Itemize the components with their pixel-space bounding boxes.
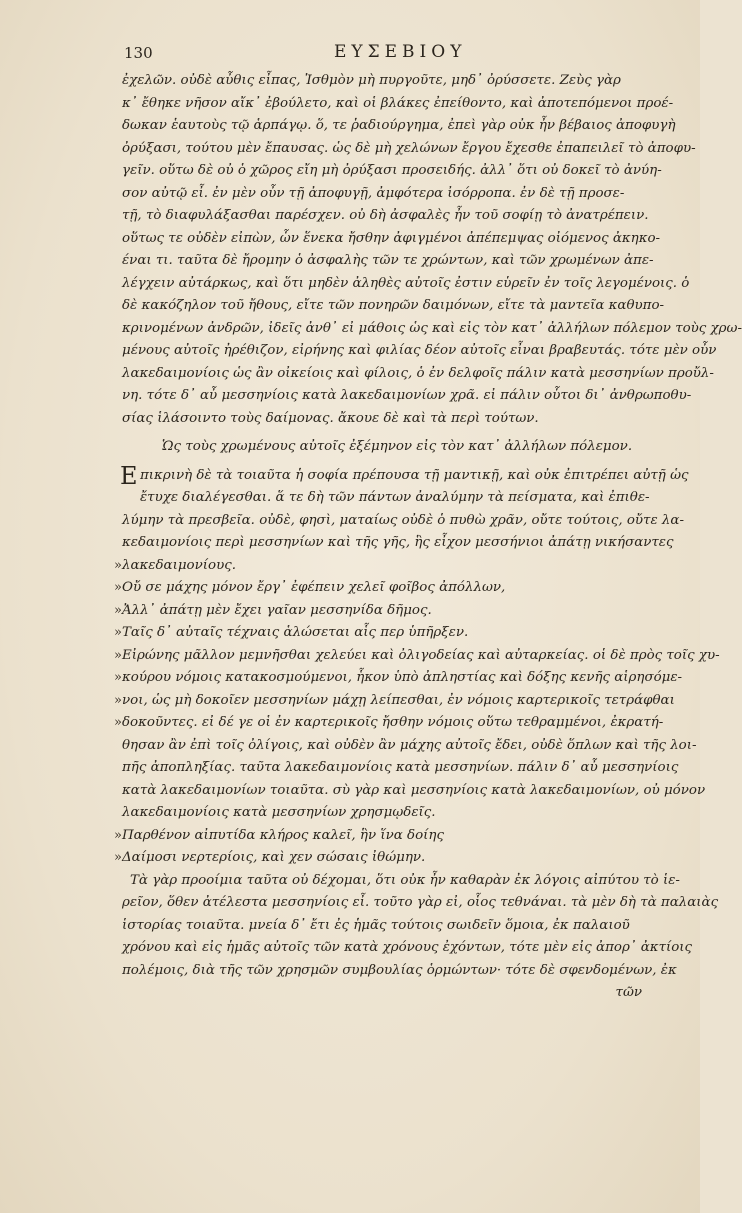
text-line <box>122 780 706 803</box>
quotation-mark: » <box>114 692 122 708</box>
verse-block <box>114 555 642 645</box>
line-text: πῆς ἀποπληξίας. ταῦτα λακεδαιμονίοις κατὰ μεσσηνίων. πάλιν δ᾽ αὖ μεσσηνίοις <box>122 760 679 775</box>
text-line: νη. τότε δ᾽ αὖ μεσσηνίοις κατὰ λακεδαιμονίων χρᾶ. εἰ πάλιν οὗτοι δι᾽ ἀνθρωποθυ- <box>122 388 692 403</box>
paragraph-1 <box>122 70 742 430</box>
paragraph-3 <box>114 645 720 870</box>
text-line: γεῖν. οὕτω δὲ οὐ ὁ χῶρος εἴη μὴ ὀρύξασι προσειδής. ἀλλ᾽ ὅτι οὐ δοκεῖ τὸ ἀνύη- <box>122 163 662 178</box>
text-line: ἔτυχε διαλέγεσθαι. ἅ τε δὴ τῶν πάντων ἀναλύμην τὰ πείσματα, καὶ ἐπιθε- <box>140 490 650 505</box>
verse-line <box>114 577 642 600</box>
text-line: λύμην τὰ πρεσβεῖα. οὐδὲ, φησὶ, ματαίως οὐδὲ ὁ πυθὼ χρᾶν, οὔτε τούτοις, οὔτε λα- <box>122 512 684 528</box>
page-header <box>0 42 700 66</box>
verse-text: Ταῖς δ᾽ αὐταῖς τέχναις ἁλώσεται αἷς περ ὑπῆρξεν. <box>122 625 469 640</box>
text-line: κ᾽ ἔθηκε νῆσον αἴκ᾽ ἐβούλετο, καὶ οἱ βλάκες ἐπείθοντο, καὶ ἀποτεπόμενοι προέ- <box>122 95 674 111</box>
text-line <box>122 802 642 825</box>
text-line <box>114 645 720 668</box>
text-line <box>114 667 683 690</box>
text-line: κεδαιμονίοις περὶ μεσσηνίων καὶ τῆς γῆς, ἣς εἶχον μεσσήνιοι ἀπάτῃ νικήσαντες <box>122 535 674 550</box>
text-line: πολέμοις, διὰ τῆς τῶν χρησμῶν συμβουλίας ὁρμώντων· τότε δὲ σφενδομένων, ἐκ <box>122 962 677 978</box>
text-line <box>122 735 697 758</box>
catchword: τῶν <box>615 985 642 1000</box>
verse-line <box>114 555 642 578</box>
text-line: Τὰ γὰρ προοίμια ταῦτα οὐ δέχομαι, ὅτι οὐκ ἦν καθαρὰν ἐκ λόγοις αἰπύτου τὸ ἱε- <box>130 872 680 888</box>
text-line: δωκαν ἑαυτοὺς τῷ ἁρπάγῳ. ὅ, τε ῥαδιούργημα, ἐπεὶ γὰρ οὐκ ἦν βέβαιος ἀποφυγὴ <box>122 118 676 133</box>
section-subheading: Ὡς τοὺς χρωμένους αὐτοῖς ἐξέμηνον εἰς τὸν κατ᾽ ἀλλήλων πόλεμον. <box>161 439 633 454</box>
quotation-mark: » <box>114 625 122 640</box>
verse-text: λακεδαιμονίους. <box>122 557 236 573</box>
line-text: νοι, ὡς μὴ δοκοῖεν μεσσηνίων μάχῃ λείπεσθαι, ἐν νόμοις καρτερικοῖς τετράφθαι <box>122 692 675 708</box>
text-line: χρόνου καὶ εἰς ἡμᾶς αὐτοῖς τῶν κατὰ χρόνους ἐχόντων, τότε μὲν εἰς ἀπορ᾽ ἀκτίοις <box>122 940 693 955</box>
text-line: ἐχελῶν. οὐδὲ αὖθις εἶπας, Ἰσθμὸν μὴ πυργοῦτε, μηδ᾽ ὀρύσσετε. Ζεὺς γὰρ <box>122 73 621 88</box>
text-line: λακεδαιμονίοις ὡς ἂν οἰκείοις καὶ φίλοις, ὁ ἐν δελφοῖς πάλιν κατὰ μεσσηνίων προὔλ- <box>122 365 714 381</box>
verse-line <box>114 825 642 848</box>
quotation-mark: » <box>114 580 122 595</box>
verse-line <box>114 847 642 870</box>
text-line <box>114 712 664 735</box>
verse-line <box>114 600 642 623</box>
text-line: τῇ, τὸ διαφυλάξασθαι παρέσχεν. οὐ δὴ ἀσφαλὲς ἦν τοῦ σοφίῃ τὸ ἀνατρέπειν. <box>122 208 649 223</box>
text-line: ὀρύξασι, τούτου μὲν ἔπαυσας. ὡς δὲ μὴ χελώνων ἔργου ἔχεσθε ἐπαπειλεῖ τὸ ἀποφυ- <box>122 140 696 156</box>
quotation-mark: » <box>114 850 122 865</box>
drop-cap: Ε <box>120 461 138 490</box>
line-text: Εἰρώνης μᾶλλον μεμνῆσθαι χελεύει καὶ ὀλιγοδείας καὶ αὐταρκείας. οἱ δὲ πρὸς τοῖς χυ- <box>122 647 720 663</box>
text-line: δὲ κακόζηλον τοῦ ἤθους, εἴτε τῶν πονηρῶν δαιμόνων, εἴτε τὰ μαντεῖα καθυπο- <box>122 298 665 313</box>
body-text <box>114 70 742 1005</box>
running-head: ΕΥΣΕΒΙΟΥ <box>334 42 467 62</box>
text-line: κρινομένων ἀνδρῶν, ἰδεῖς ἀνθ᾽ εἰ μάθοις ὡς καὶ εἰς τὸν κατ᾽ ἀλλήλων πόλεμον τοὺς χρω- <box>122 320 742 336</box>
verse-text: Οὔ σε μάχης μόνον ἔργ᾽ ἐφέπειν χελεῖ φοῖβος ἀπόλλων, <box>122 580 506 595</box>
paragraph-2 <box>120 461 689 555</box>
line-text: λακεδαιμονίοις κατὰ μεσσηνίων χρησμῳδεῖς. <box>122 805 436 820</box>
quotation-mark: » <box>114 602 122 618</box>
text-line: οὕτως τε οὐδὲν εἰπὼν, ὧν ἕνεκα ἤσθην ἀφιγμένοι ἀπέπεμψας οἰόμενος ἀκηκο- <box>122 230 661 246</box>
text-line: πικρινὴ δὲ τὰ τοιαῦτα ἡ σοφία πρέπουσα τῇ μαντικῇ, καὶ οὐκ ἐπιτρέπει αὐτῇ ὡς <box>140 467 689 483</box>
quotation-mark: » <box>114 557 122 573</box>
text-line: ρεῖον, ὅθεν ἀτέλεστα μεσσηνίοις εἶ. τοῦτο γὰρ εἰ, οἷος τεθνάναι. τὰ μὲν δὴ τὰ παλαιὰς <box>122 895 719 910</box>
page-number: 130 <box>124 44 153 62</box>
line-text: θησαν ἂν ἐπὶ τοῖς ὀλίγοις, καὶ οὐδὲν ἂν μάχης αὐτοῖς ἔδει, οὐδὲ ὅπλων καὶ τῆς λοι- <box>122 737 697 753</box>
verse-text: Δαίμοσι νερτερίοις, καὶ χεν σώσαις ἰθώμην. <box>122 850 426 865</box>
quotation-mark: » <box>114 715 122 730</box>
text-line <box>114 690 675 713</box>
line-text: κατὰ λακεδαιμονίων τοιαῦτα. σὺ γὰρ καὶ μεσσηνίοις κατὰ λακεδαιμονίων, οὐ μόνον <box>122 782 706 798</box>
quotation-mark: » <box>114 647 122 663</box>
paragraph-4 <box>122 870 719 1005</box>
text-line <box>122 757 679 780</box>
line-text: δοκοῦντες. εἰ δέ γε οἱ ἐν καρτερικοῖς ἤσθην νόμοις οὕτω τεθραμμένοι, ἐκρατή- <box>122 715 664 730</box>
text-line: σον αὐτῷ εἶ. ἐν μὲν οὖν τῇ ἀποφυγῇ, ἀμφότερα ἰσόρροπα. ἐν δὲ τῇ προσε- <box>122 185 625 201</box>
quotation-mark: » <box>114 827 122 843</box>
verse-text: Ἀλλ᾽ ἀπάτῃ μὲν ἔχει γαῖαν μεσσηνίδα δῆμος. <box>122 602 432 618</box>
text-line: λέγχειν αὐτάρκως, καὶ ὅτι μηδὲν ἀληθὲς αὐτοῖς ἐστιν εὑρεῖν ἐν τοῖς λεγομένοις. ὁ <box>122 275 690 291</box>
verse-text: Παρθένον αἰπυτίδα κλήρος καλεῖ, ἣν ἵνα δοίης <box>122 827 444 843</box>
text-line: έναι τι. ταῦτα δὲ ἤρομην ὁ ἀσφαλὴς τῶν τε χρώντων, καὶ τῶν χρωμένων ἀπε- <box>122 253 654 268</box>
text-line: σίας ἱλάσοιντο τοὺς δαίμονας. ἄκουε δὲ καὶ τὰ περὶ τούτων. <box>122 410 539 426</box>
text-line: ἱστορίας τοιαῦτα. μνεία δ᾽ ἔτι ἐς ἡμᾶς τούτοις σωιδεῖν ὅμοια, ἐκ παλαιοῦ <box>122 917 630 933</box>
quotation-mark: » <box>114 670 122 685</box>
verse-line <box>114 622 642 645</box>
line-text: κούρου νόμοις κατακοσμούμενοι, ἧκον ὑπὸ ἀπληστίας καὶ δόξης κενῆς αἱρησόμε- <box>122 670 683 685</box>
text-line: μένους αὐτοῖς ἠρέθιζον, εἰρήνης καὶ φιλίας δέον αὐτοῖς εἶναι βραβευτάς. τότε μὲν οὖν <box>122 343 717 358</box>
